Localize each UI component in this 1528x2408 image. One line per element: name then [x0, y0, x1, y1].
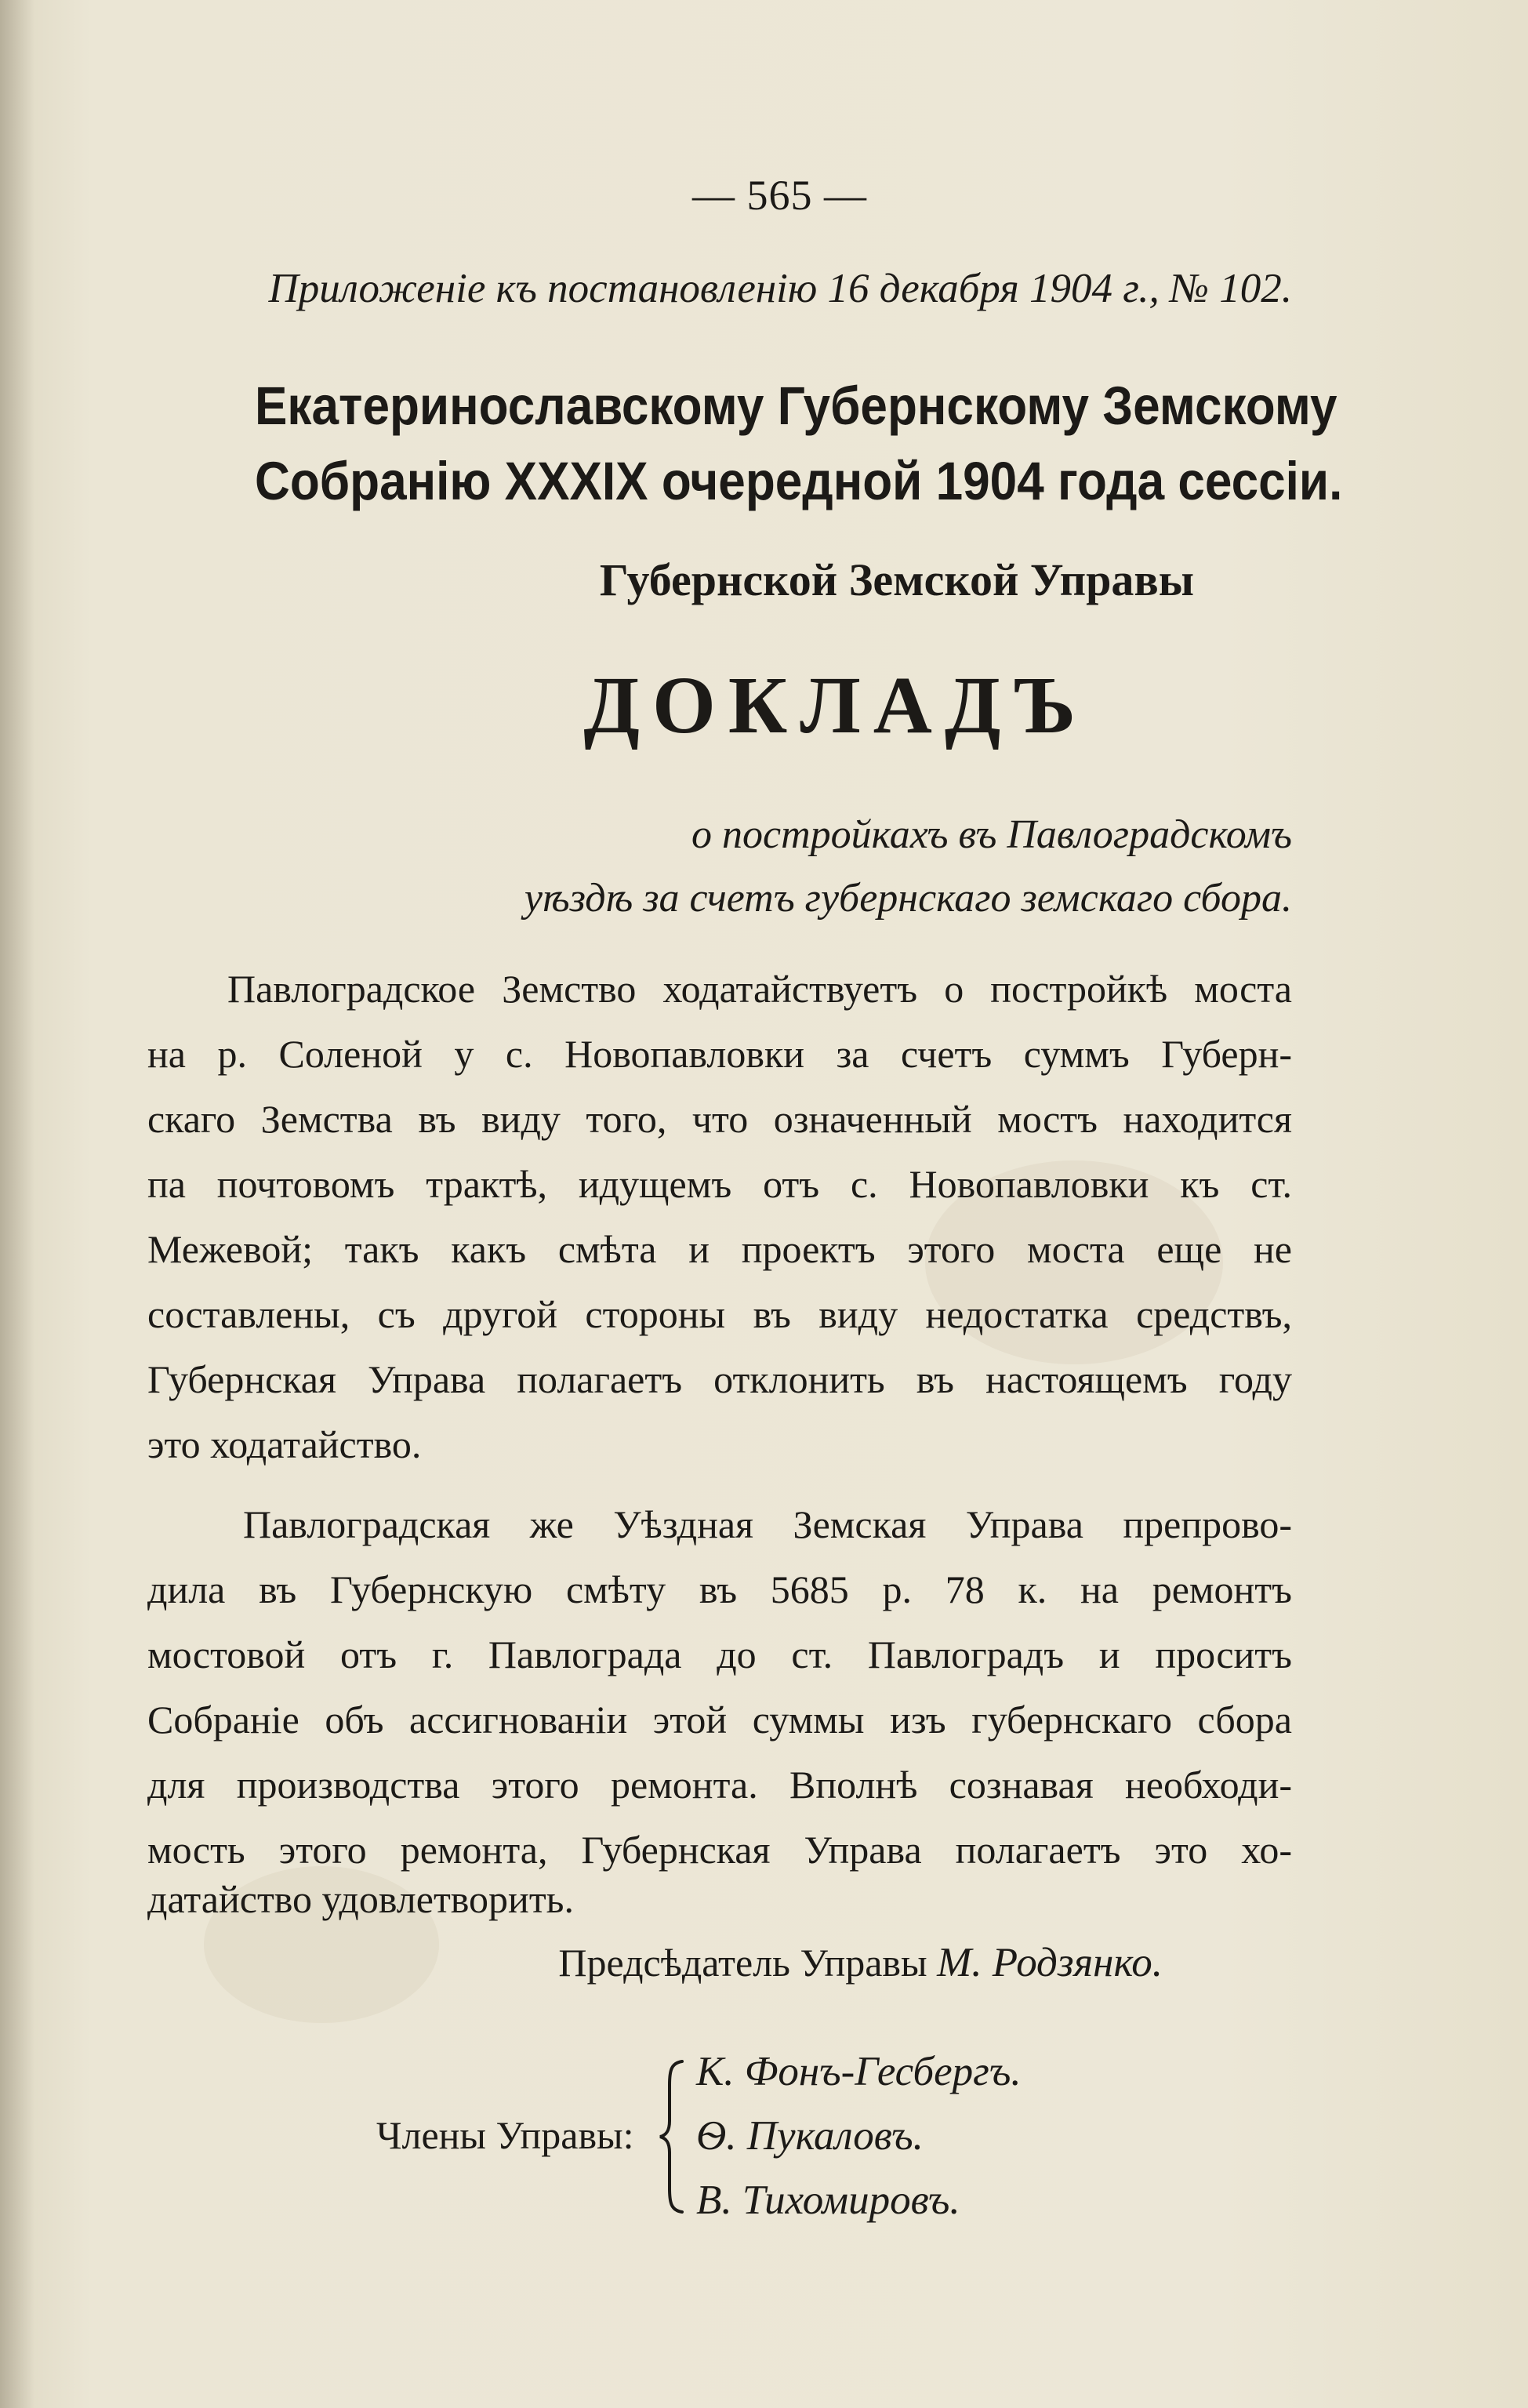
paragraph-1-line-2: на р. Соленой у с. Новопавловки за счетъ суммъ Губерн- — [147, 1032, 1292, 1076]
report-title: ДОКЛАДЪ — [583, 660, 1088, 750]
curly-brace-icon — [657, 2058, 688, 2215]
members-label: Члены Управы: — [376, 2113, 634, 2157]
member-name-3: В. Тихомировъ. — [696, 2177, 960, 2223]
paragraph-1-line-3: скаго Земства въ виду того, что означенный мостъ находится — [147, 1097, 1292, 1141]
paragraph-2-line-3: мостовой отъ г. Павлограда до ст. Павлоградъ и проситъ — [147, 1633, 1292, 1676]
chairman-signature — [140, 1939, 1163, 1986]
board-title: Губернской Земской Управы — [599, 554, 1194, 605]
paragraph-2-line-6: мость этого ремонта, Губернская Управа полагаетъ это хо- — [147, 1828, 1292, 1872]
paragraph-2-line-5: для производства этого ремонта. Вполнѣ сознавая необходи- — [147, 1763, 1292, 1807]
paragraph-2-line-2: дила въ Губернскую смѣту въ 5685 р. 78 к. на ремонтъ — [147, 1567, 1292, 1611]
page-number: — 565 — — [692, 172, 867, 219]
paragraph-1-line-4: па почтовомъ трактѣ, идущемъ отъ с. Новопавловки къ ст. — [147, 1162, 1292, 1206]
chairman-label: Предсѣдатель Управы — [558, 1941, 927, 1985]
chairman-name: М. Родзянко. — [937, 1940, 1163, 1985]
member-name-1: К. Фонъ-Гесбергъ. — [696, 2049, 1022, 2094]
subject-line-1: о постройкахъ въ Павлоградскомъ — [691, 812, 1292, 857]
paragraph-1-line-1: Павлоградское Земство ходатайствуетъ о постройкѣ моста — [227, 967, 1292, 1011]
subject-line-2: уѣздѣ за счетъ губернскаго земскаго сбора. — [524, 876, 1292, 921]
paragraph-1-line-5: Межевой; такъ какъ смѣта и проектъ этого моста еще не — [147, 1227, 1292, 1271]
paragraph-2-line-7: датайство удовлетворить. — [147, 1877, 574, 1921]
paragraph-1-line-7: Губернская Управа полагаетъ отклонить въ настоящемъ году — [147, 1357, 1292, 1401]
paragraph-1-line-6: составлены, съ другой стороны въ виду недостатка средствъ, — [147, 1292, 1292, 1336]
heading-line-2: Собранію XXXIX очередной 1904 года сессіи. — [255, 451, 1343, 511]
member-name-2: Ѳ. Пукаловъ. — [696, 2113, 924, 2159]
paragraph-2-line-4: Собраніе объ ассигнованіи этой суммы изъ губернскаго сбора — [147, 1698, 1292, 1742]
appendix-note: Приложеніе къ постановленію 16 декабря 1904 г., № 102. — [268, 266, 1292, 311]
paragraph-1-line-8: это ходатайство. — [147, 1422, 422, 1466]
binding-shadow — [0, 0, 34, 2408]
heading-line-1: Екатеринославскому Губернскому Земскому — [255, 376, 1337, 436]
paragraph-2-line-1: Павлоградская же Уѣздная Земская Управа препрово- — [243, 1502, 1292, 1546]
